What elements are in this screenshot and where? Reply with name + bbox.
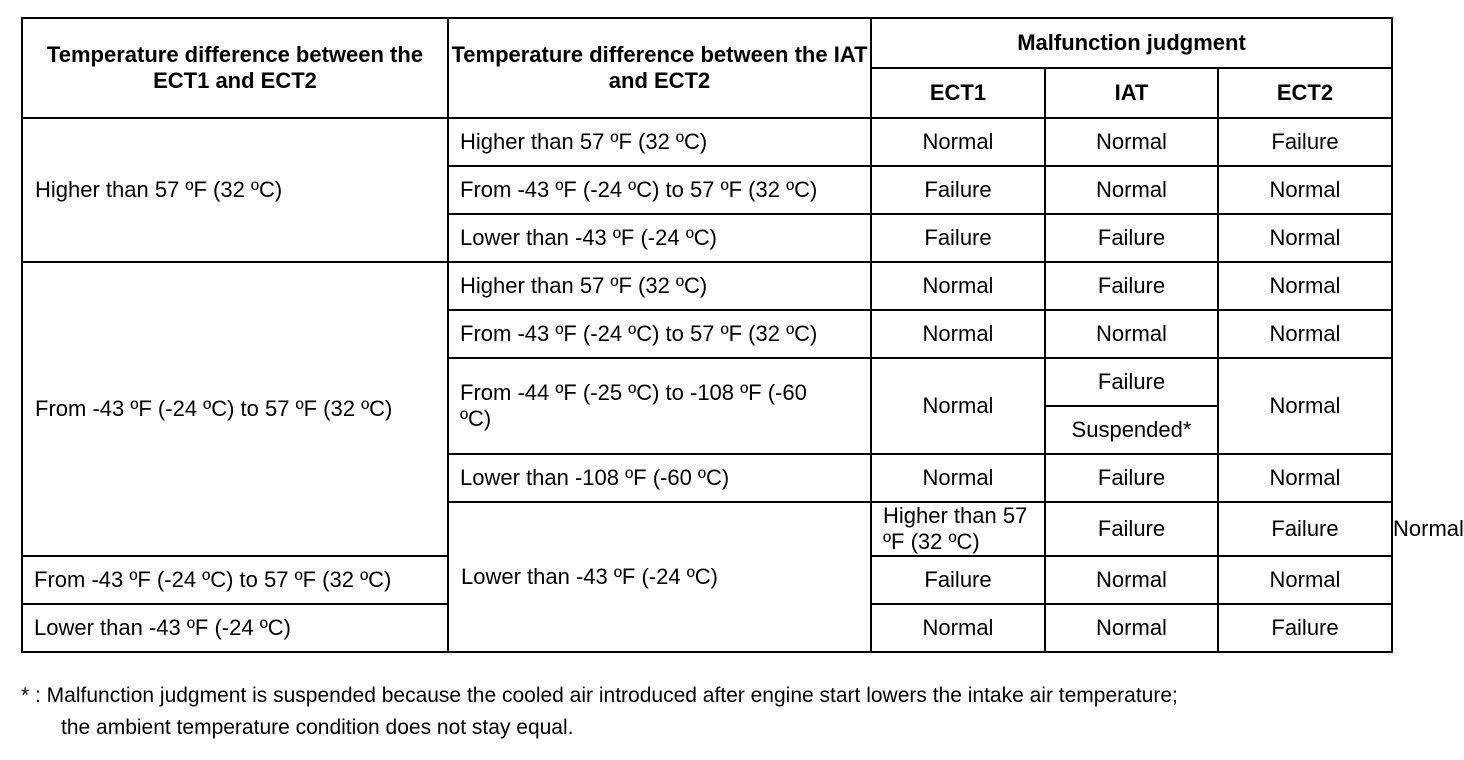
footnote-line-2: the ambient temperature condition does not stay equal. bbox=[61, 716, 574, 739]
iat-judgment-cell: Failure bbox=[1045, 262, 1218, 310]
header-ect2: ECT2 bbox=[1218, 68, 1392, 118]
ect2-judgment-cell: Normal bbox=[1218, 214, 1392, 262]
ect1-judgment-cell: Normal bbox=[871, 310, 1045, 358]
ect1-judgment-cell: Normal bbox=[871, 604, 1045, 652]
iat-condition-cell: Lower than -43 ºF (-24 ºC) bbox=[22, 604, 448, 652]
iat-suspended-cell: Suspended* bbox=[1045, 406, 1218, 454]
ect1-judgment-cell: Normal bbox=[871, 262, 1045, 310]
iat-condition-cell: From -43 ºF (-24 ºC) to 57 ºF (32 ºC) bbox=[22, 556, 448, 604]
iat-judgment-cell: Normal bbox=[1045, 556, 1218, 604]
iat-condition-cell: Higher than 57 ºF (32 ºC) bbox=[871, 502, 1045, 556]
ect1-judgment-cell: Normal bbox=[871, 118, 1045, 166]
ect2-judgment-cell: Normal bbox=[1218, 262, 1392, 310]
group-label: From -43 ºF (-24 ºC) to 57 ºF (32 ºC) bbox=[22, 262, 448, 556]
footnote bbox=[21, 680, 1178, 744]
ect2-judgment-cell: Normal bbox=[1218, 310, 1392, 358]
ect1-judgment-cell: Normal bbox=[871, 358, 1045, 454]
iat-condition-cell: Lower than -108 ºF (-60 ºC) bbox=[448, 454, 871, 502]
iat-judgment-cell: Failure bbox=[1218, 502, 1392, 556]
table-row bbox=[22, 262, 1392, 310]
iat-condition-cell: From -44 ºF (-25 ºC) to -108 ºF (-60 ºC) bbox=[448, 358, 871, 454]
header-ect1-ect2-difference: Temperature difference between the ECT1 and ECT2 bbox=[22, 18, 448, 118]
ect2-judgment-cell: Normal bbox=[1218, 556, 1392, 604]
iat-judgment-cell: Normal bbox=[1045, 604, 1218, 652]
footnote-line-1: * : Malfunction judgment is suspended because the cooled air introduced after engine start lowers the intake air temperature; bbox=[21, 684, 1178, 707]
table-row: Lower than -43 ºF (-24 ºC) Higher than 57 ºF (32 ºC) Failure Failure Normal bbox=[22, 502, 1392, 556]
iat-condition-cell: Higher than 57 ºF (32 ºC) bbox=[448, 118, 871, 166]
ect1-judgment-cell: Normal bbox=[871, 454, 1045, 502]
ect2-judgment-cell: Normal bbox=[1218, 166, 1392, 214]
ect1-judgment-cell: Failure bbox=[871, 214, 1045, 262]
group-label: Higher than 57 ºF (32 ºC) bbox=[22, 118, 448, 262]
group-label: Lower than -43 ºF (-24 ºC) bbox=[448, 502, 871, 652]
ect1-judgment-cell: Failure bbox=[871, 166, 1045, 214]
iat-judgment-cell: Failure bbox=[1045, 454, 1218, 502]
iat-judgment-cell: Normal bbox=[1045, 166, 1218, 214]
header-malfunction-judgment: Malfunction judgment bbox=[871, 18, 1392, 68]
table-row bbox=[22, 118, 1392, 166]
ect2-judgment-cell: Normal bbox=[1218, 358, 1392, 454]
iat-condition-cell: Higher than 57 ºF (32 ºC) bbox=[448, 262, 871, 310]
ect1-judgment-cell: Failure bbox=[871, 556, 1045, 604]
header-iat: IAT bbox=[1045, 68, 1218, 118]
ect2-judgment-cell: Failure bbox=[1218, 118, 1392, 166]
iat-judgment-cell: Failure bbox=[1045, 214, 1218, 262]
malfunction-judgment-table bbox=[21, 17, 1464, 653]
iat-condition-cell: Lower than -43 ºF (-24 ºC) bbox=[448, 214, 871, 262]
iat-condition-cell: From -43 ºF (-24 ºC) to 57 ºF (32 ºC) bbox=[448, 310, 871, 358]
ect2-judgment-cell: Normal bbox=[1218, 454, 1392, 502]
iat-condition-cell: From -43 ºF (-24 ºC) to 57 ºF (32 ºC) bbox=[448, 166, 871, 214]
header-row-1 bbox=[22, 18, 1392, 68]
iat-judgment-cell: Failure bbox=[1045, 358, 1218, 406]
header-ect1: ECT1 bbox=[871, 68, 1045, 118]
ect1-judgment-cell: Failure bbox=[1045, 502, 1218, 556]
iat-judgment-cell: Normal bbox=[1045, 118, 1218, 166]
header-iat-ect2-difference: Temperature difference between the IAT and ECT2 bbox=[448, 18, 871, 118]
ect2-judgment-cell: Failure bbox=[1218, 604, 1392, 652]
iat-judgment-cell: Normal bbox=[1045, 310, 1218, 358]
